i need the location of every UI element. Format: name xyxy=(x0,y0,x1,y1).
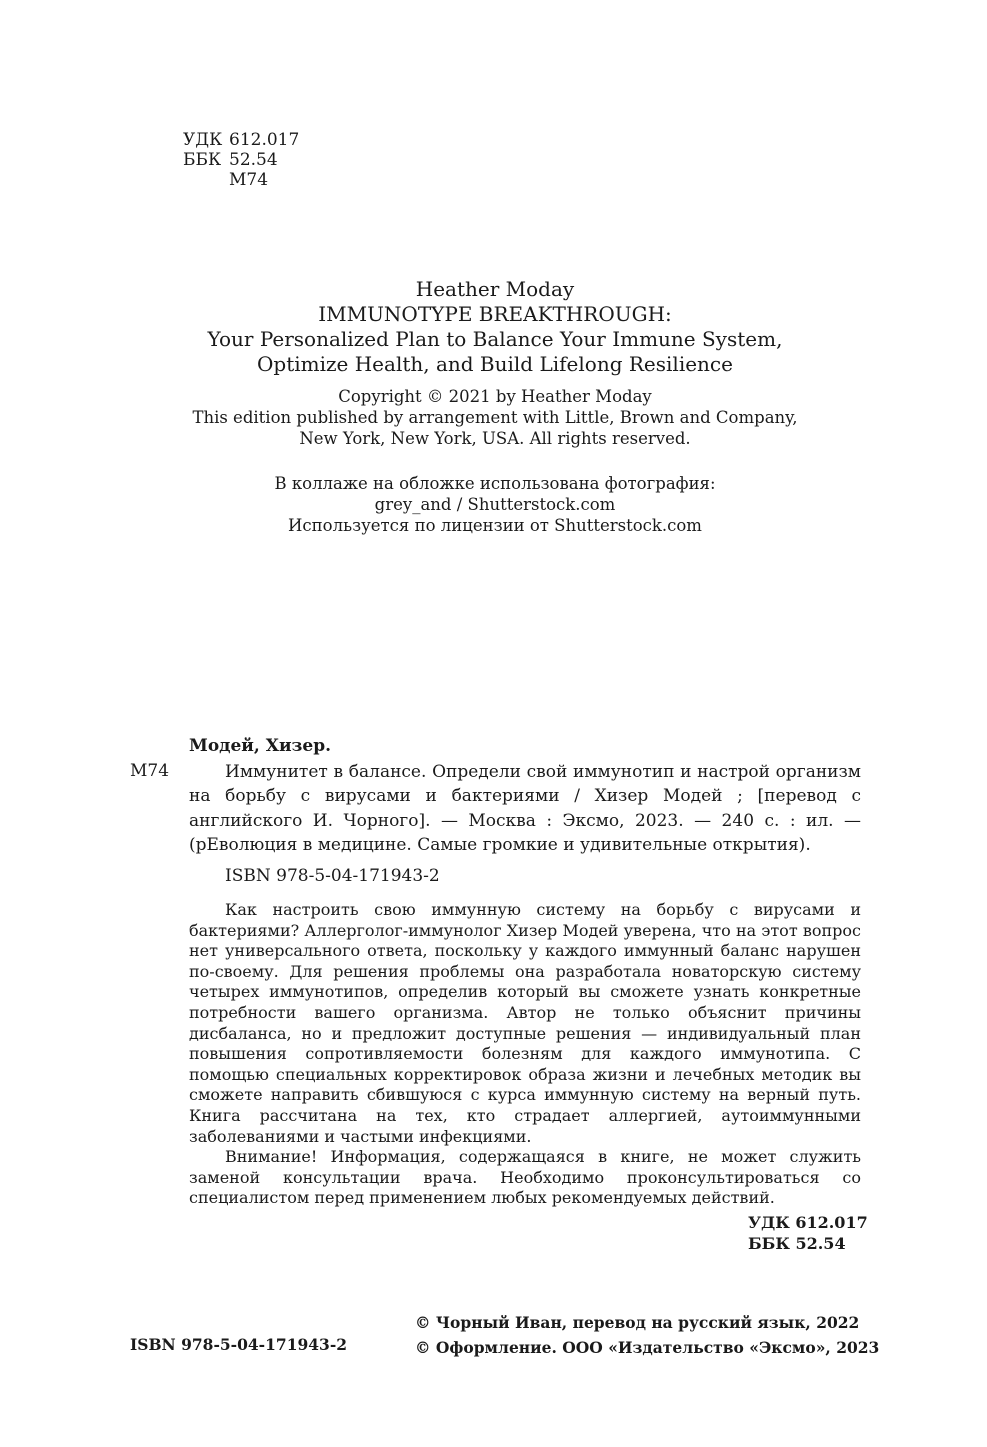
original-title: IMMUNOTYPE BREAKTHROUGH: xyxy=(318,302,672,326)
bibliography-isbn: ISBN 978-5-04-171943-2 xyxy=(225,866,440,886)
bibliography-author: Модей, Хизер. xyxy=(189,736,332,756)
photo-credit-line1: В коллаже на обложке использована фотография: xyxy=(274,474,716,493)
author-mark: М74 xyxy=(229,170,269,190)
annotation-paragraph-2: Внимание! Информация, содержащаяся в книге, не может служить заменой консультации врача. Необходимо проконсультироваться со специалистом перед применением любых рекомендуемых действий. xyxy=(189,1147,861,1208)
udk-label: УДК xyxy=(183,130,223,150)
bibliography-text: Иммунитет в балансе. Определи свой иммунотип и настрой организм на борьбу с вирусами и бактериями / Хизер Модей ; [перевод с английского И. Чорного]. — Москва : Эксмо, 2023. — 240 с. : ил. — (рЕволюция в медицине. Самые громкие и удивительные открытия). xyxy=(189,762,861,855)
bbk-code xyxy=(183,150,299,170)
original-subtitle-line2: Optimize Health, and Build Lifelong Resilience xyxy=(257,352,733,376)
annotation xyxy=(189,900,861,1209)
annotation-paragraph-1: Как настроить свою иммунную систему на борьбу с вирусами и бактериями? Аллерголог-иммунолог Хизер Модей уверена, что на этот вопрос нет универсального ответа, поскольку у каждого иммунный баланс нарушен по-своему. Для решения проблемы она разработала новаторскую систему четырех иммунотипов, определив который вы сможете узнать конкретные потребности вашего организма. Автор не только объяснит причины дисбаланса, но и предложит доступные решения — индивидуальный план повышения сопротивляемости болезням для каждого иммунотипа. С помощью специальных корректировок образа жизни и лечебных методик вы сможете направить сбившуюся с курса иммунную систему на верный путь. Книга рассчитана на тех, кто страдает аллергией, аутоиммунными заболеваниями и частыми инфекциями. xyxy=(189,900,861,1146)
bbk-label: ББК xyxy=(183,150,222,170)
design-rights: © Оформление. ООО «Издательство «Эксмо», 2023 xyxy=(415,1338,880,1357)
original-subtitle-line1: Your Personalized Plan to Balance Your Immune System, xyxy=(207,327,783,351)
bbk-bottom-line: ББК 52.54 xyxy=(748,1234,846,1253)
udk-code xyxy=(183,130,299,150)
original-author: Heather Moday xyxy=(415,277,575,301)
udk-bbk-bottom xyxy=(748,1212,868,1254)
photo-credit-block xyxy=(150,473,840,536)
translation-rights: © Чорный Иван, перевод на русский язык, 2022 xyxy=(415,1313,860,1332)
isbn-bottom: ISBN 978-5-04-171943-2 xyxy=(130,1335,348,1354)
copyright-block xyxy=(150,386,840,449)
copyright-line: Copyright © 2021 by Heather Moday xyxy=(338,387,652,406)
rights-block xyxy=(415,1310,879,1360)
edition-line2: New York, New York, USA. All rights reserved. xyxy=(299,429,691,448)
photo-credit-line2: grey_and / Shutterstock.com xyxy=(374,495,616,514)
classification-codes xyxy=(183,130,299,190)
edition-line1: This edition published by arrangement with Little, Brown and Company, xyxy=(192,408,798,427)
udk-bottom-line: УДК 612.017 xyxy=(748,1213,868,1232)
bbk-value: 52.54 xyxy=(229,150,278,170)
bibliography-description xyxy=(189,760,861,857)
udk-value: 612.017 xyxy=(229,130,300,150)
original-title-block xyxy=(150,277,840,377)
photo-credit-line3: Используется по лицензии от Shutterstock.com xyxy=(288,516,702,535)
bibliography-margin-mark: М74 xyxy=(130,761,170,781)
